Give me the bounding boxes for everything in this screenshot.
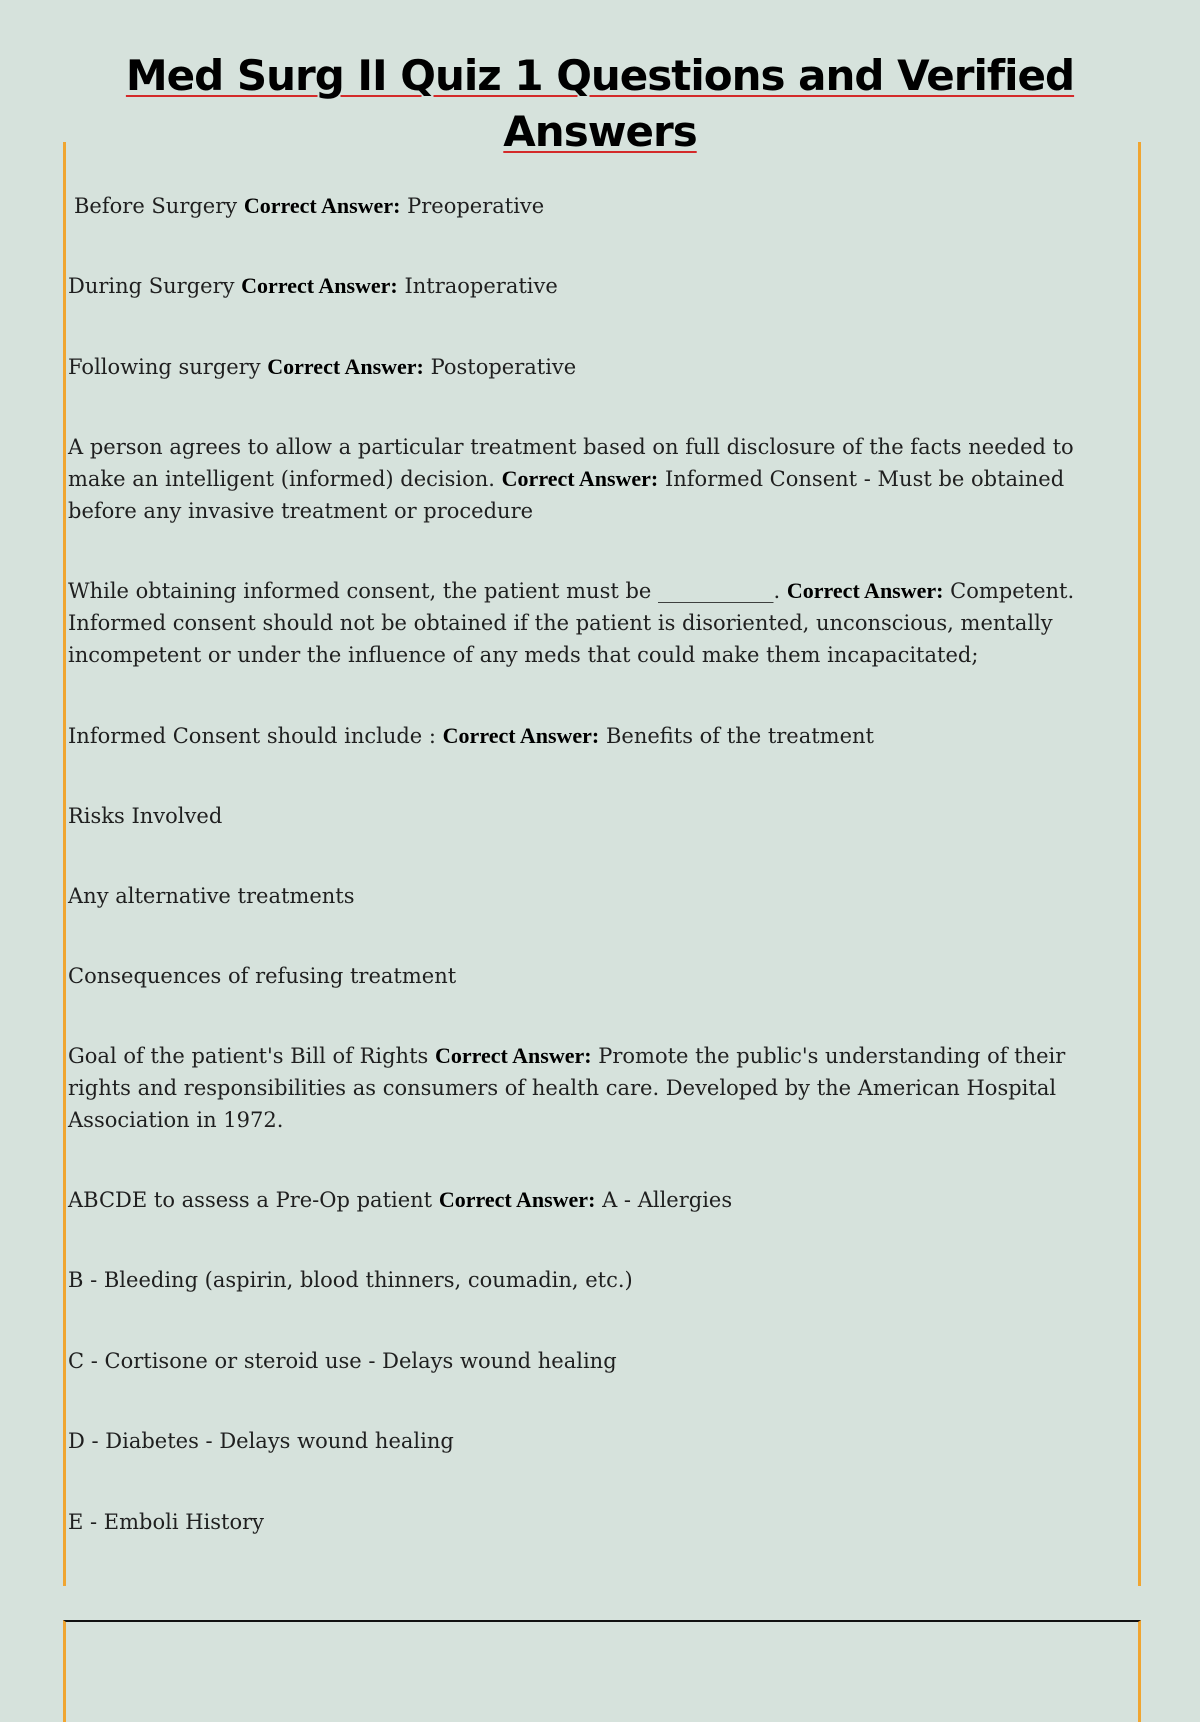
- answer-label: Correct Answer:: [442, 723, 600, 748]
- answer-label: Correct Answer:: [786, 578, 944, 603]
- next-page-frame: [63, 1620, 1141, 1722]
- answer-text: Preoperative: [407, 194, 545, 218]
- qa-entry: [68, 270, 1108, 302]
- title-line-2: Answers: [503, 107, 697, 157]
- qa-entry: [68, 431, 1108, 527]
- answer-text: A - Allergies: [602, 1188, 733, 1212]
- qa-continuation: C - Cortisone or steroid use - Delays wound healing: [68, 1349, 617, 1373]
- answer-text: Benefits of the treatment: [605, 724, 874, 748]
- answer-label: Correct Answer:: [501, 466, 659, 491]
- answer-label: Correct Answer:: [243, 193, 401, 218]
- qa-entry: [68, 351, 1108, 383]
- answer-label: Correct Answer:: [241, 273, 398, 298]
- question-text: ABCDE to assess a Pre-Op patient: [68, 1188, 433, 1212]
- question-text: A person agrees to allow a particular treatment based on full disclosure of the facts needed to make an intelligent (informed) decision.: [68, 435, 1074, 491]
- answer-text: Competent. Informed consent should not be obtained if the patient is disoriented, unconscious, mentally incompetent or under the influence of any meds that could make them incapacitated;: [68, 579, 1075, 667]
- qa-continuation: Risks Involved: [68, 804, 223, 828]
- question-text: Goal of the patient's Bill of Rights: [68, 1044, 429, 1068]
- answer-text: Postoperative: [430, 355, 577, 379]
- question-text: Following surgery: [68, 355, 261, 379]
- question-text: While obtaining informed consent, the patient must be ___________.: [68, 579, 781, 603]
- title-line-1: Med Surg II Quiz 1 Questions and Verified: [125, 51, 1075, 101]
- answer-label: Correct Answer:: [434, 1043, 592, 1068]
- answer-label: Correct Answer:: [438, 1187, 596, 1212]
- qa-continuation: Consequences of refusing treatment: [68, 964, 457, 988]
- qa-entry: [68, 575, 1108, 671]
- answer-text: Promote the public's understanding of their rights and responsibilities as consumers of health care. Developed by the American Hospital Association in 1972.: [68, 1044, 1066, 1132]
- question-text: Before Surgery: [74, 194, 238, 218]
- answer-text: Intraoperative: [404, 274, 558, 298]
- answer-label: Correct Answer:: [267, 354, 424, 379]
- question-text: Informed Consent should include :: [68, 724, 436, 748]
- qa-entry: [74, 190, 1114, 222]
- qa-entry: [68, 1184, 1108, 1216]
- qa-entry: [68, 1040, 1108, 1136]
- qa-continuation: Any alternative treatments: [68, 884, 355, 908]
- answer-text: Informed Consent - Must be obtained before any invasive treatment or procedure: [68, 467, 1065, 523]
- qa-continuation: B - Bleeding (aspirin, blood thinners, coumadin, etc.): [68, 1268, 633, 1292]
- qa-continuation: D - Diabetes - Delays wound healing: [68, 1429, 454, 1453]
- qa-continuation: E - Emboli History: [68, 1510, 265, 1534]
- question-text: During Surgery: [68, 274, 235, 298]
- qa-entry: [68, 720, 1108, 752]
